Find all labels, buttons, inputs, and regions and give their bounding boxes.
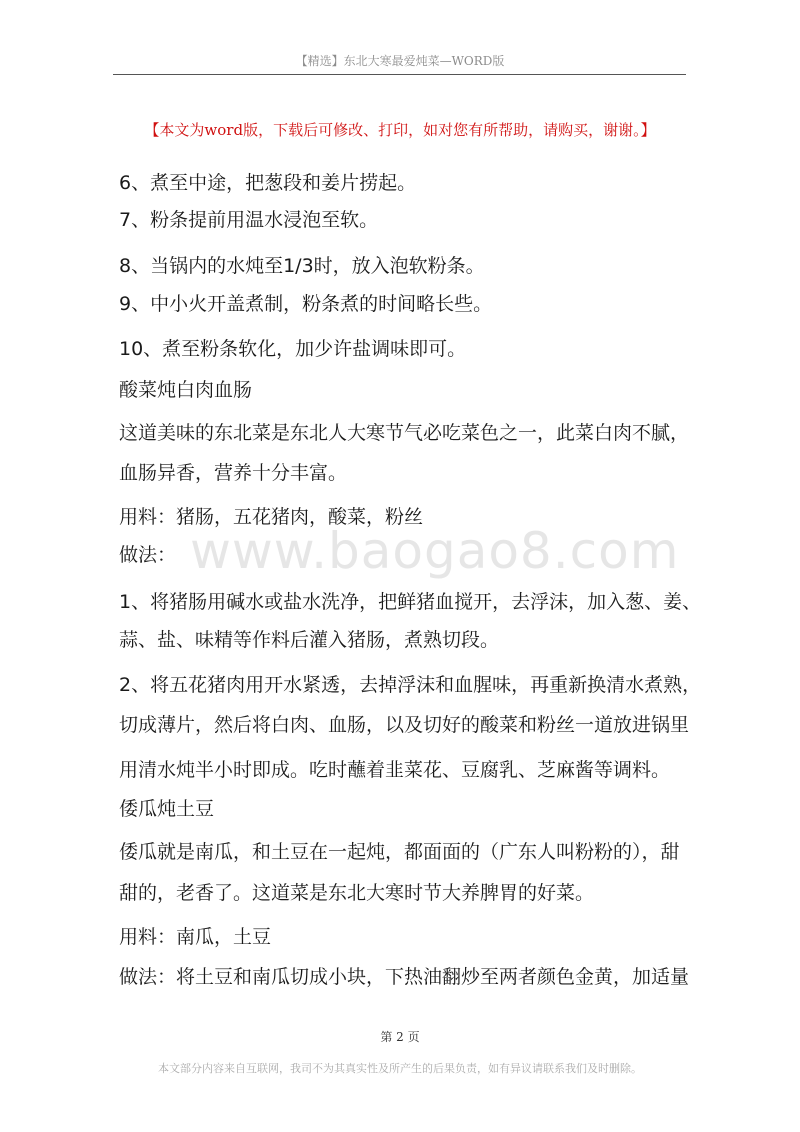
body-line: 9、中小火开盖煮制，粉条煮的时间略长些。 [119,293,493,315]
body-line: 用清水炖半小时即成。吃时蘸着韭菜花、豆腐乳、芝麻酱等调料。 [119,759,671,781]
purchase-notice: 【本文为word版，下载后可修改、打印，如对您有所帮助，请购买，谢谢。】 [144,121,656,139]
body-line: 做法：将土豆和南瓜切成小块，下热油翻炒至两者颜色金黄，加适量 [119,966,690,988]
body-line: 甜的，老香了。这道菜是东北大寒时节大养脾胃的好菜。 [119,882,595,904]
body-line: 1、将猪肠用碱水或盐水洗净，把鲜猪血搅开，去浮沫，加入葱、姜、 [119,591,702,613]
ingredients-line: 用料：猪肠，五花猪肉，酸菜，粉丝 [119,506,424,528]
body-line: 血肠异香，营养十分丰富。 [119,462,348,484]
section-heading: 倭瓜炖土豆 [119,798,215,820]
watermark: www.baogao8.com [190,522,680,580]
body-line: 切成薄片，然后将白肉、血肠，以及切好的酸菜和粉丝一道放进锅里 [119,714,690,736]
footer-disclaimer: 本文部分内容来自互联网，我司不为其真实性及所产生的后果负责，如有异议请联系我们及时删除。 [158,1062,642,1075]
section-heading: 酸菜炖白肉血肠 [119,379,253,401]
body-line: 10、煮至粉条软化，加少许盐调味即可。 [119,338,467,360]
page-number: 第 2 页 [380,1030,420,1044]
body-line: 蒜、盐、味精等作料后灌入猪肠，煮熟切段。 [119,629,500,651]
body-line: 8、当锅内的水炖至1/3时，放入泡软粉条。 [119,255,485,277]
page-header-title: 【精选】东北大寒最爱炖菜—WORD版 [295,54,505,68]
ingredients-line: 用料：南瓜，土豆 [119,926,272,948]
body-line: 7、粉条提前用温水浸泡至软。 [119,209,379,231]
body-line: 这道美味的东北菜是东北人大寒节气必吃菜色之一，此菜白肉不腻， [119,422,690,444]
method-label: 做法： [119,544,177,566]
body-line: 2、将五花猪肉用开水紧透，去掉浮沫和血腥味，再重新换清水煮熟， [119,674,702,696]
body-line: 倭瓜就是南瓜，和土豆在一起炖，都面面的（广东人叫粉粉的），甜 [119,841,680,863]
body-line: 6、煮至中途，把葱段和姜片捞起。 [119,172,417,194]
